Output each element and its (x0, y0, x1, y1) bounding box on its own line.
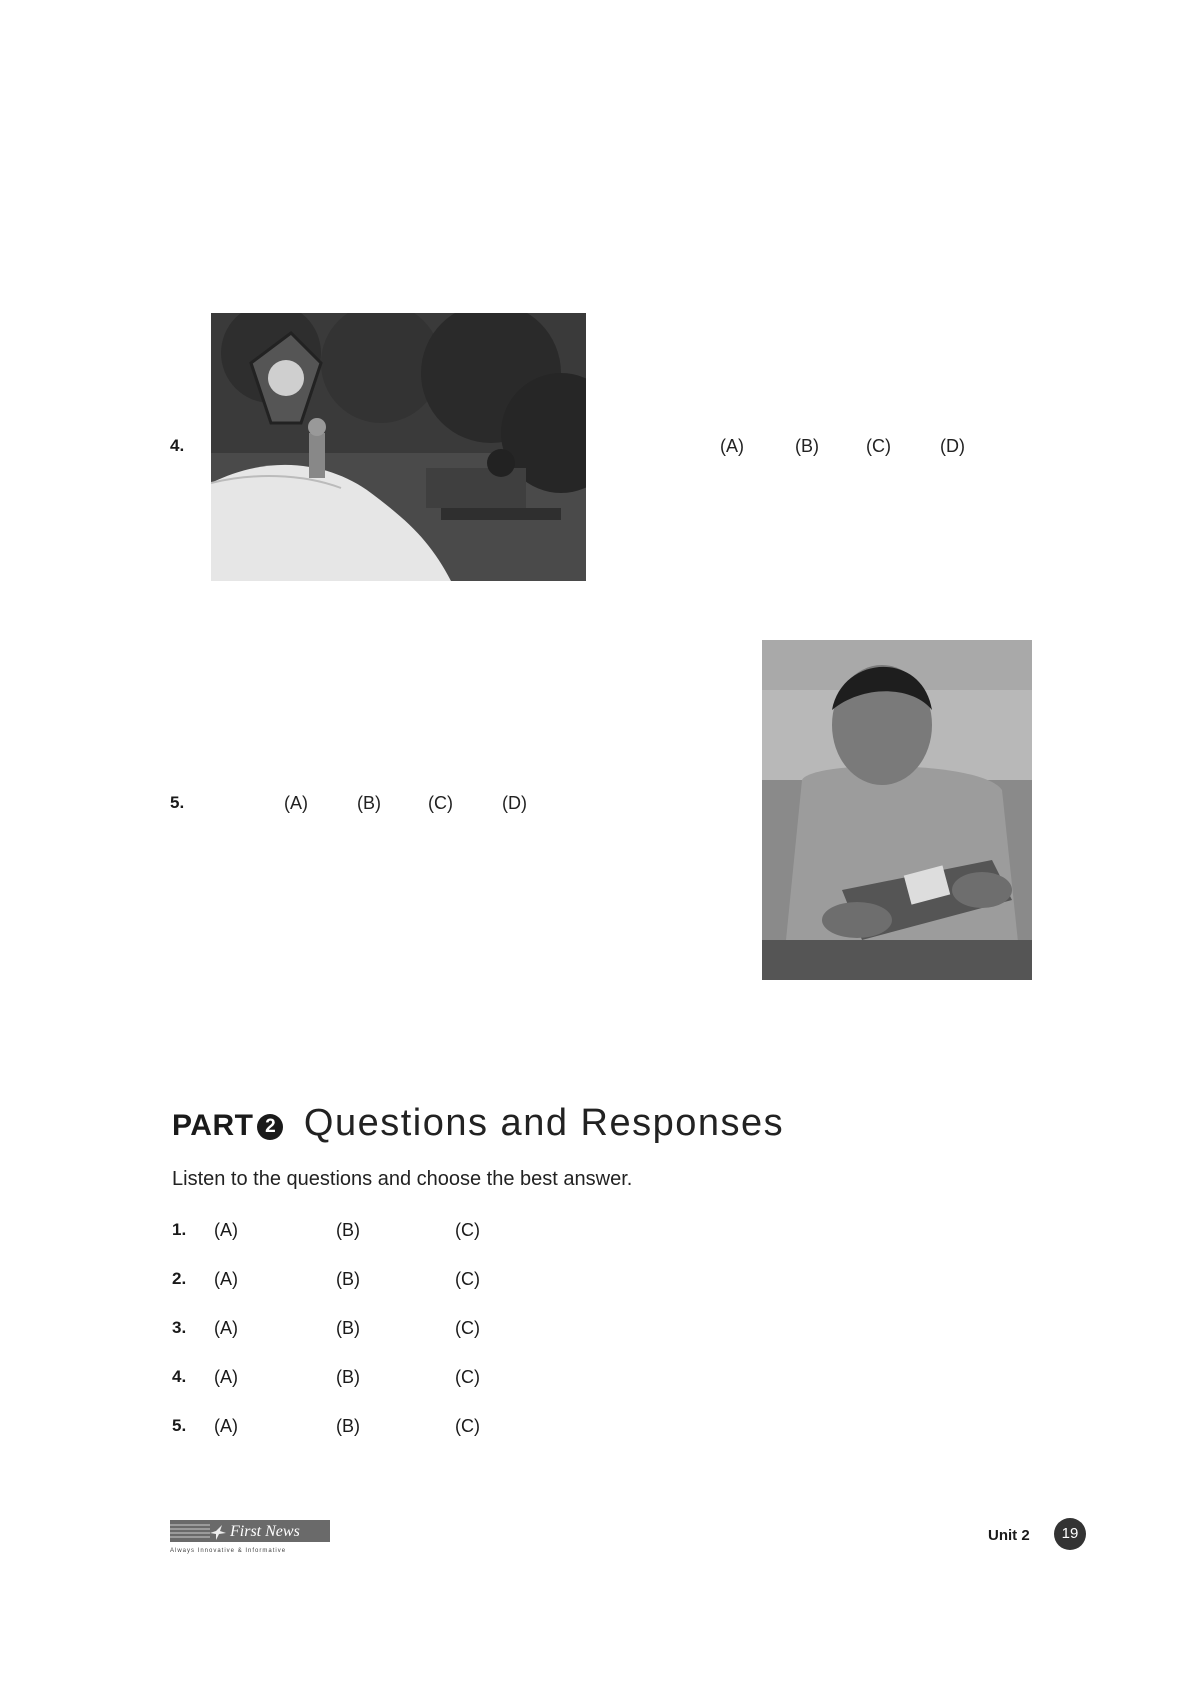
man-reading-image (762, 640, 1032, 980)
logo-tagline: Always Innovative & Informative (170, 1548, 287, 1554)
option-c[interactable]: (C) (455, 1367, 480, 1387)
row-number: 5. (172, 1416, 187, 1435)
q4-option-a[interactable]: (A) (720, 436, 744, 456)
option-b[interactable]: (B) (336, 1416, 360, 1436)
option-b[interactable]: (B) (336, 1269, 360, 1289)
option-b[interactable]: (B) (336, 1367, 360, 1387)
man-reading-photo (762, 640, 1032, 980)
q4-option-d[interactable]: (D) (940, 436, 965, 456)
q5-option-c[interactable]: (C) (428, 793, 453, 813)
option-a[interactable]: (A) (214, 1367, 238, 1387)
option-c[interactable]: (C) (455, 1220, 480, 1240)
park-path-image (211, 313, 586, 581)
part-title: Questions and Responses (303, 1102, 785, 1144)
question-4-number: 4. (170, 436, 185, 455)
q4-option-c[interactable]: (C) (866, 436, 891, 456)
q5-option-d[interactable]: (D) (502, 793, 527, 813)
option-c[interactable]: (C) (455, 1416, 480, 1436)
option-b[interactable]: (B) (336, 1220, 360, 1240)
option-c[interactable]: (C) (455, 1318, 480, 1338)
part-2-instruction: Listen to the questions and choose the best answer. (172, 1168, 633, 1190)
row-number: 2. (172, 1269, 187, 1288)
row-number: 4. (172, 1367, 187, 1386)
row-number: 1. (172, 1220, 187, 1239)
question-5-number: 5. (170, 793, 185, 812)
option-a[interactable]: (A) (214, 1318, 238, 1338)
part-number-badge: 2 (257, 1114, 283, 1140)
row-number: 3. (172, 1318, 187, 1337)
q4-option-b[interactable]: (B) (795, 436, 819, 456)
part-label: PART (172, 1109, 254, 1142)
option-c[interactable]: (C) (455, 1269, 480, 1289)
q5-option-b[interactable]: (B) (357, 793, 381, 813)
option-a[interactable]: (A) (214, 1269, 238, 1289)
q5-option-a[interactable]: (A) (284, 793, 308, 813)
part-2-heading (172, 1102, 784, 1145)
park-path-photo (211, 313, 586, 581)
logo-text: First News (230, 1523, 300, 1540)
page-number-badge: 19 (1054, 1518, 1086, 1550)
option-a[interactable]: (A) (214, 1220, 238, 1240)
logo-image (170, 1520, 330, 1554)
option-b[interactable]: (B) (336, 1318, 360, 1338)
first-news-logo (170, 1520, 330, 1554)
unit-label: Unit 2 (988, 1527, 1030, 1544)
option-a[interactable]: (A) (214, 1416, 238, 1436)
